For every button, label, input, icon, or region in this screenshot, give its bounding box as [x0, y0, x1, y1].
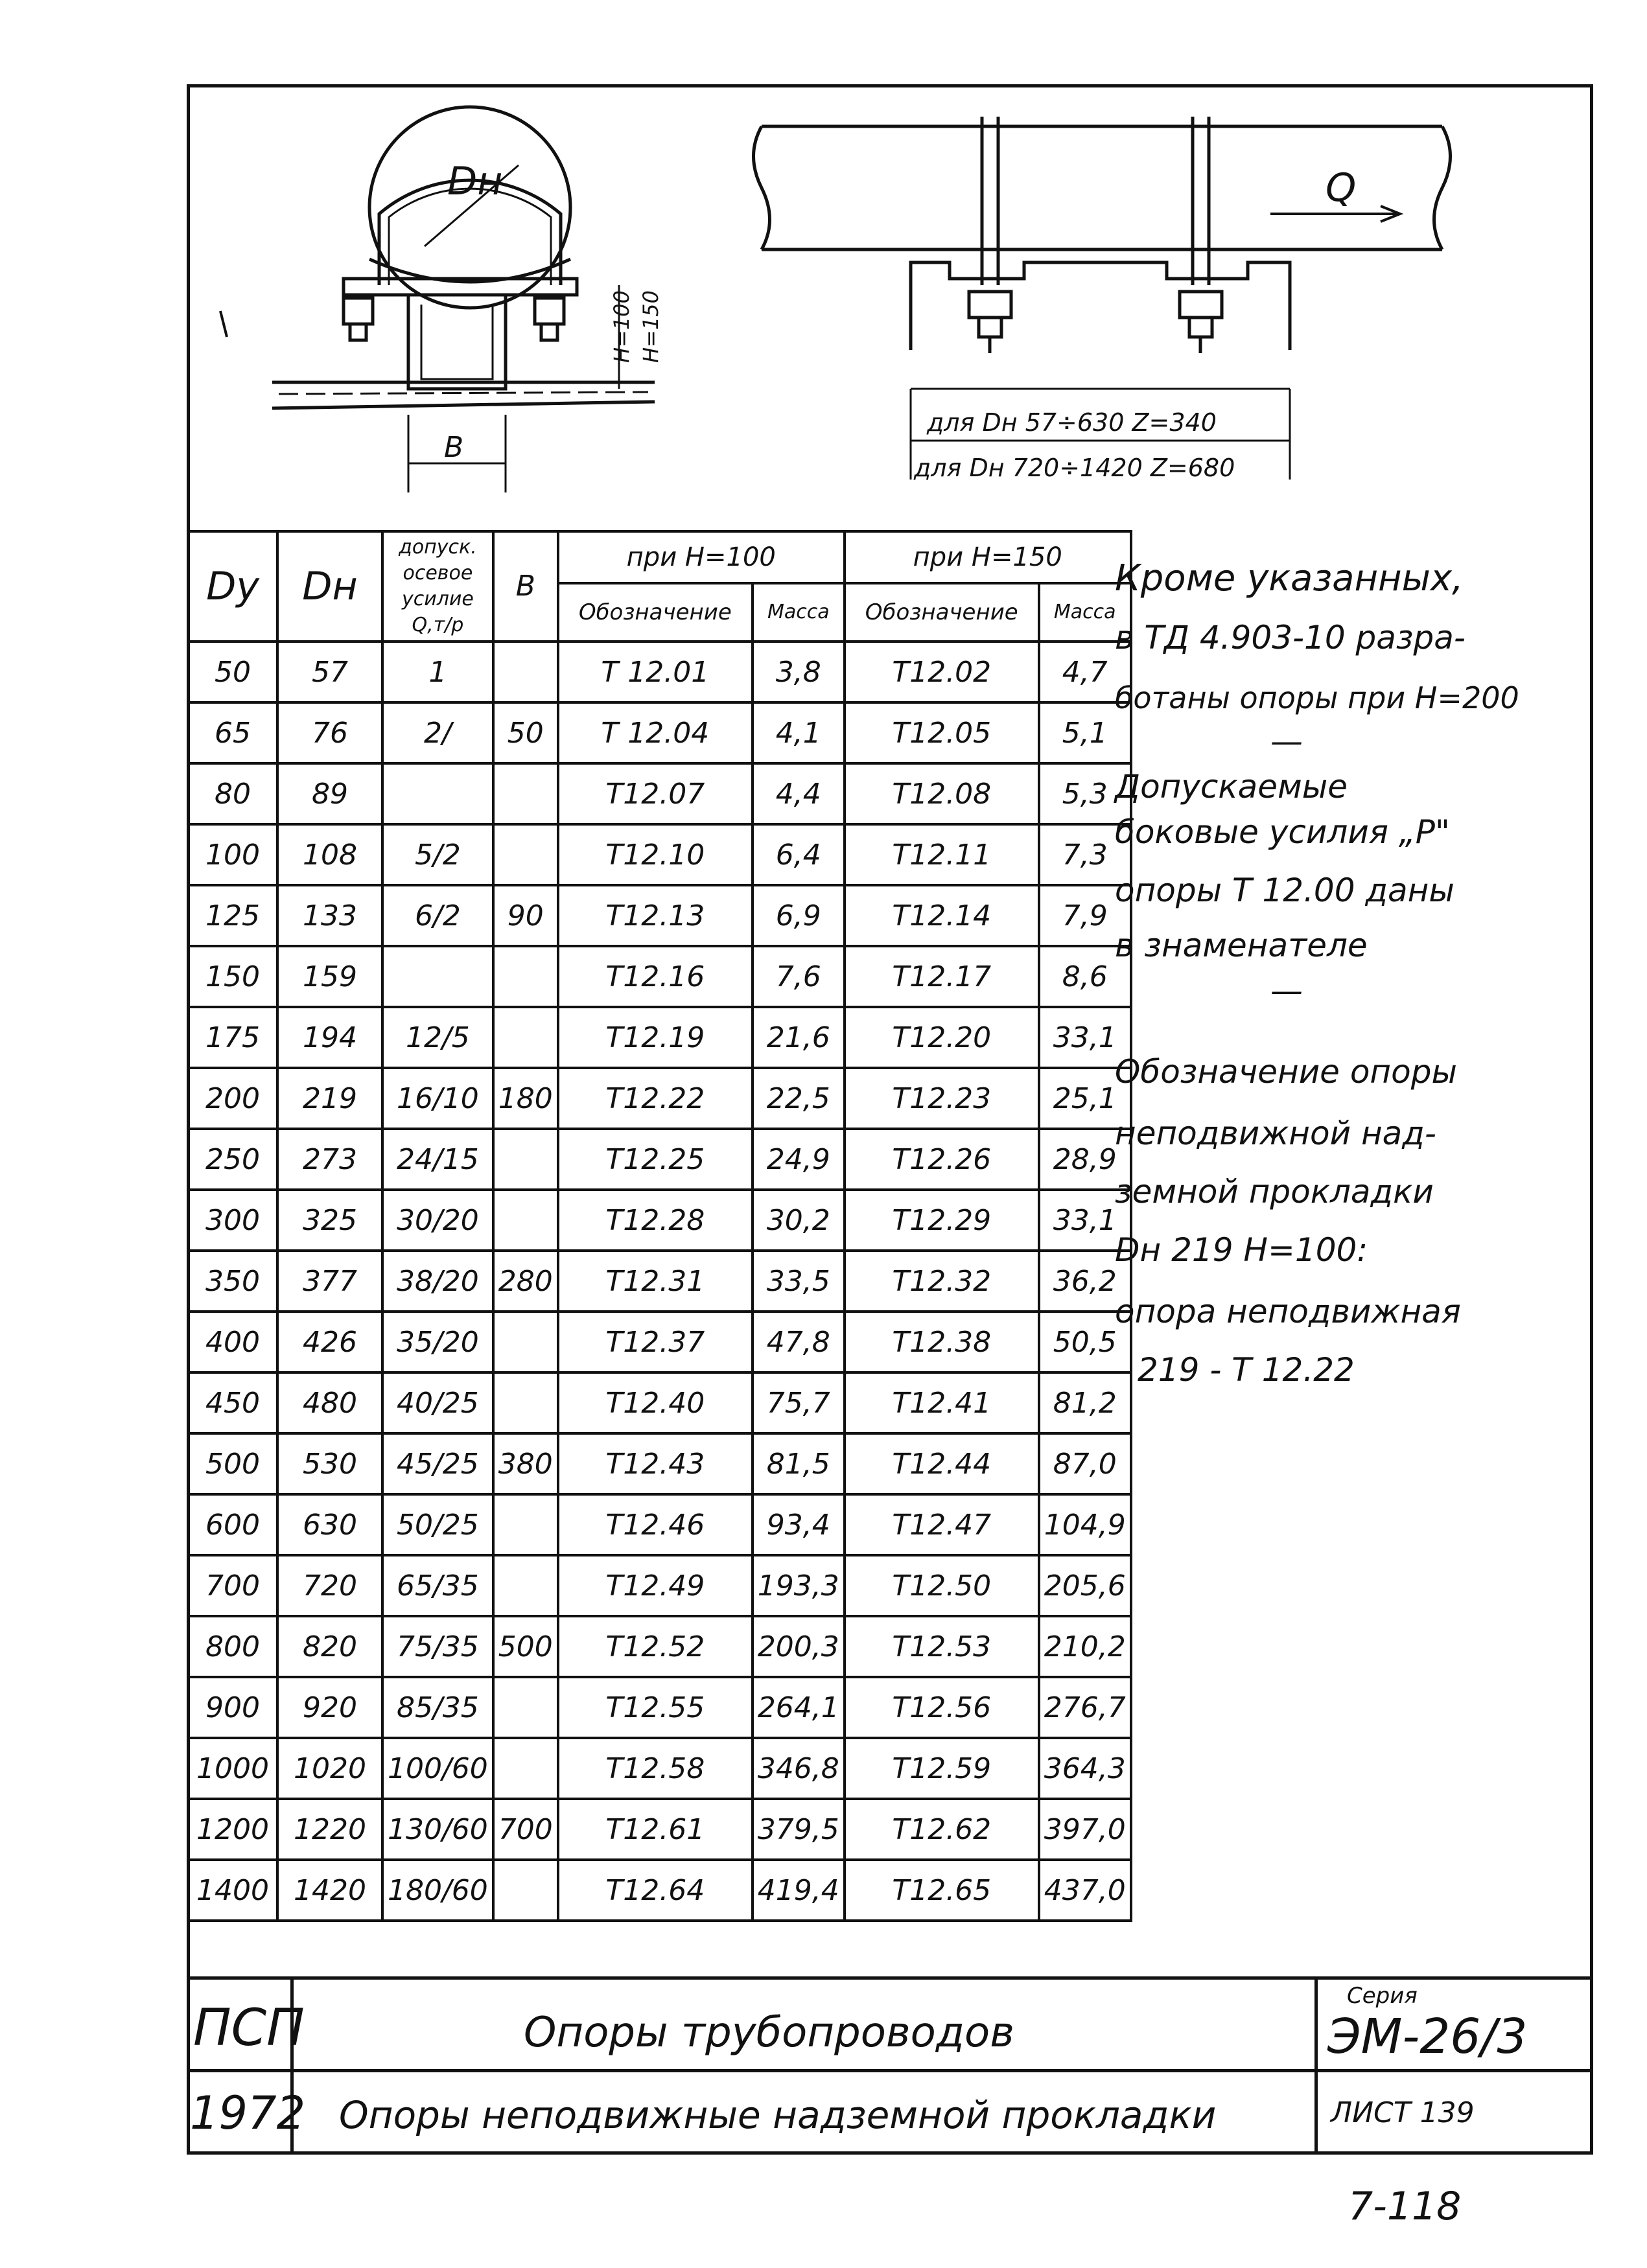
cell-d150: T12.20 — [845, 1007, 1039, 1068]
cell-dy: 500 — [188, 1433, 277, 1494]
cell-m100: 4,1 — [753, 702, 845, 763]
cell-d150: T12.29 — [845, 1190, 1039, 1251]
cell-d100: T12.55 — [558, 1677, 753, 1738]
cell-q — [382, 946, 493, 1007]
cell-q: 24/15 — [382, 1129, 493, 1190]
cell-q: 16/10 — [382, 1068, 493, 1129]
cell-d150: T12.11 — [845, 824, 1039, 885]
cell-d100: T12.19 — [558, 1007, 753, 1068]
cell-d150: T12.32 — [845, 1251, 1039, 1312]
cell-d100: T12.22 — [558, 1068, 753, 1129]
note-line-4: Допускаемые — [1115, 768, 1348, 805]
cell-dy: 300 — [188, 1190, 277, 1251]
table-row — [188, 1129, 1131, 1190]
cell-m100: 6,4 — [753, 824, 845, 885]
cell-dy: 175 — [188, 1007, 277, 1068]
cell-dy: 600 — [188, 1494, 277, 1555]
note-dash-2: — — [1270, 972, 1303, 1010]
table-row — [188, 1068, 1131, 1129]
cell-m150: 5,3 — [1039, 763, 1131, 824]
cell-dn: 377 — [277, 1251, 382, 1312]
cell-dy: 1400 — [188, 1860, 277, 1921]
cell-m100: 30,2 — [753, 1190, 845, 1251]
cell-d100: T12.43 — [558, 1433, 753, 1494]
cell-dy: 65 — [188, 702, 277, 763]
table-row — [188, 1860, 1131, 1921]
cell-dn: 1220 — [277, 1799, 382, 1860]
header-axial-force: допуск. осевое усилие Q,т/р — [382, 531, 493, 642]
cell-m150: 7,3 — [1039, 824, 1131, 885]
cell-m100: 346,8 — [753, 1738, 845, 1799]
cell-m100: 33,5 — [753, 1251, 845, 1312]
cell-m100: 264,1 — [753, 1677, 845, 1738]
cell-dy: 150 — [188, 946, 277, 1007]
cell-dn: 273 — [277, 1129, 382, 1190]
width-label: B — [444, 431, 464, 464]
cross-section-drawing — [220, 107, 655, 492]
cell-b — [493, 763, 558, 824]
cell-m150: 81,2 — [1039, 1372, 1131, 1433]
note-line-7: в знаменателе — [1115, 927, 1368, 964]
cell-dy: 80 — [188, 763, 277, 824]
cell-m100: 21,6 — [753, 1007, 845, 1068]
cell-dy: 800 — [188, 1616, 277, 1677]
cell-d150: T12.44 — [845, 1433, 1039, 1494]
cell-q: 30/20 — [382, 1190, 493, 1251]
cell-b — [493, 946, 558, 1007]
cell-b — [493, 1312, 558, 1372]
table-row — [188, 1372, 1131, 1433]
cell-q: 100/60 — [382, 1738, 493, 1799]
table-row — [188, 1007, 1131, 1068]
cell-dn: 194 — [277, 1007, 382, 1068]
cell-d150: T12.53 — [845, 1616, 1039, 1677]
cell-dn: 325 — [277, 1190, 382, 1251]
cell-dn: 89 — [277, 763, 382, 824]
cell-b: 90 — [493, 885, 558, 946]
cell-b: 280 — [493, 1251, 558, 1312]
cell-q: 180/60 — [382, 1860, 493, 1921]
cell-m150: 33,1 — [1039, 1007, 1131, 1068]
cell-m100: 419,4 — [753, 1860, 845, 1921]
cell-d100: T12.64 — [558, 1860, 753, 1921]
sheet-title: Опоры трубопроводов — [524, 2009, 1014, 2057]
cell-m150: 276,7 — [1039, 1677, 1131, 1738]
cell-m150: 5,1 — [1039, 702, 1131, 763]
table-row — [188, 1190, 1131, 1251]
table-row — [188, 1251, 1131, 1312]
cell-m100: 47,8 — [753, 1312, 845, 1372]
note-dash-1: — — [1270, 723, 1303, 760]
note-line-5: боковые усилия „P" — [1115, 813, 1450, 851]
cell-dn: 920 — [277, 1677, 382, 1738]
cell-dy: 350 — [188, 1251, 277, 1312]
cell-q: 65/35 — [382, 1555, 493, 1616]
cell-dy: 200 — [188, 1068, 277, 1129]
cell-d150: T12.62 — [845, 1799, 1039, 1860]
cell-d150: T12.41 — [845, 1372, 1039, 1433]
cell-q: 130/60 — [382, 1799, 493, 1860]
sheet-number: ЛИСТ 139 — [1331, 2096, 1475, 2129]
note-line-8: Обозначение опоры — [1115, 1053, 1457, 1091]
table-row — [188, 763, 1131, 824]
cell-d100: T12.07 — [558, 763, 753, 824]
cell-m150: 104,9 — [1039, 1494, 1131, 1555]
cell-q: 6/2 — [382, 885, 493, 946]
cell-d150: T12.59 — [845, 1738, 1039, 1799]
table-row — [188, 1799, 1131, 1860]
cell-dy: 250 — [188, 1129, 277, 1190]
cell-d100: T12.49 — [558, 1555, 753, 1616]
cell-dn: 720 — [277, 1555, 382, 1616]
cell-dy: 450 — [188, 1372, 277, 1433]
cell-b — [493, 1677, 558, 1738]
cell-b: 380 — [493, 1433, 558, 1494]
cell-q: 45/25 — [382, 1433, 493, 1494]
header-mass-100: Масса — [753, 583, 845, 642]
cell-m100: 75,7 — [753, 1372, 845, 1433]
cell-b — [493, 824, 558, 885]
header-dy: Dy — [188, 531, 277, 642]
cell-b — [493, 1129, 558, 1190]
cell-d100: T 12.01 — [558, 642, 753, 702]
table-row — [188, 1494, 1131, 1555]
cell-m100: 6,9 — [753, 885, 845, 946]
cell-b — [493, 1372, 558, 1433]
cell-d100: T12.13 — [558, 885, 753, 946]
cell-b — [493, 1555, 558, 1616]
cell-m150: 364,3 — [1039, 1738, 1131, 1799]
cell-dy: 1000 — [188, 1738, 277, 1799]
cell-dy: 400 — [188, 1312, 277, 1372]
series-code: ЭМ-26/3 — [1327, 2009, 1528, 2065]
cell-q: 75/35 — [382, 1616, 493, 1677]
cell-d150: T12.14 — [845, 885, 1039, 946]
length-note-1: для Dн 57÷630 Z=340 — [927, 408, 1217, 437]
cell-m150: 210,2 — [1039, 1616, 1131, 1677]
cell-b: 180 — [493, 1068, 558, 1129]
note-line-1: Кроме указанных, — [1115, 557, 1464, 599]
header-designation-150: Обозначение — [845, 583, 1039, 642]
cell-b — [493, 1738, 558, 1799]
spec-table — [187, 530, 1132, 1922]
cell-q: 35/20 — [382, 1312, 493, 1372]
cell-d150: T12.50 — [845, 1555, 1039, 1616]
cell-dy: 125 — [188, 885, 277, 946]
cell-d100: T12.52 — [558, 1616, 753, 1677]
cell-dy: 700 — [188, 1555, 277, 1616]
cell-d150: T12.02 — [845, 642, 1039, 702]
cell-q — [382, 763, 493, 824]
table-row — [188, 1312, 1131, 1372]
cell-d100: T12.25 — [558, 1129, 753, 1190]
cell-d100: T12.37 — [558, 1312, 753, 1372]
cell-dn: 426 — [277, 1312, 382, 1372]
cell-dn: 219 — [277, 1068, 382, 1129]
cell-dy: 50 — [188, 642, 277, 702]
org-label: ПСП — [193, 1999, 305, 2057]
cell-dn: 1020 — [277, 1738, 382, 1799]
cell-d150: T12.08 — [845, 763, 1039, 824]
cell-dn: 530 — [277, 1433, 382, 1494]
table-row — [188, 1738, 1131, 1799]
cell-m150: 25,1 — [1039, 1068, 1131, 1129]
table-row — [188, 885, 1131, 946]
cell-d100: T12.28 — [558, 1190, 753, 1251]
cell-dn: 630 — [277, 1494, 382, 1555]
cell-m150: 205,6 — [1039, 1555, 1131, 1616]
cell-m150: 87,0 — [1039, 1433, 1131, 1494]
cell-q: 1 — [382, 642, 493, 702]
page-number: 7-118 — [1348, 2184, 1462, 2229]
cell-m100: 24,9 — [753, 1129, 845, 1190]
cell-m150: 36,2 — [1039, 1251, 1131, 1312]
cell-q: 85/35 — [382, 1677, 493, 1738]
height-label-100: H=100 — [609, 290, 634, 363]
note-line-12: опора неподвижная — [1115, 1293, 1461, 1330]
length-note-2: для Dн 720÷1420 Z=680 — [914, 454, 1235, 482]
cell-m150: 7,9 — [1039, 885, 1131, 946]
table-row — [188, 946, 1131, 1007]
cell-m150: 33,1 — [1039, 1190, 1131, 1251]
cell-m100: 379,5 — [753, 1799, 845, 1860]
cell-d100: T12.40 — [558, 1372, 753, 1433]
cell-m100: 4,4 — [753, 763, 845, 824]
cell-b — [493, 642, 558, 702]
cell-q: 12/5 — [382, 1007, 493, 1068]
cell-m150: 8,6 — [1039, 946, 1131, 1007]
cell-d150: T12.17 — [845, 946, 1039, 1007]
cell-dn: 133 — [277, 885, 382, 946]
note-line-10: земной прокладки — [1115, 1173, 1434, 1210]
technical-drawings — [0, 0, 1647, 538]
sheet-subtitle: Опоры неподвижные надземной прокладки — [339, 2093, 1217, 2137]
cell-d100: T12.10 — [558, 824, 753, 885]
cell-m100: 81,5 — [753, 1433, 845, 1494]
cell-dn: 57 — [277, 642, 382, 702]
cell-b: 500 — [493, 1616, 558, 1677]
cell-m150: 28,9 — [1039, 1129, 1131, 1190]
note-line-11: Dн 219 H=100: — [1115, 1231, 1368, 1269]
force-label: Q — [1326, 165, 1357, 211]
cell-d150: T12.23 — [845, 1068, 1039, 1129]
cell-d150: T12.56 — [845, 1677, 1039, 1738]
cell-m150: 397,0 — [1039, 1799, 1131, 1860]
cell-m100: 3,8 — [753, 642, 845, 702]
cell-m150: 4,7 — [1039, 642, 1131, 702]
note-line-6: опоры T 12.00 даны — [1115, 872, 1454, 909]
cell-dn: 159 — [277, 946, 382, 1007]
cell-m100: 193,3 — [753, 1555, 845, 1616]
table-row — [188, 1433, 1131, 1494]
cell-d150: T12.05 — [845, 702, 1039, 763]
height-label-150: H=150 — [638, 290, 663, 363]
cell-b: 700 — [493, 1799, 558, 1860]
table-row — [188, 702, 1131, 763]
cell-q: 40/25 — [382, 1372, 493, 1433]
series-label: Серия — [1347, 1983, 1418, 2009]
title-block — [187, 1976, 1593, 2155]
header-dn: Dн — [277, 531, 382, 642]
cell-d150: T12.38 — [845, 1312, 1039, 1372]
cell-dn: 76 — [277, 702, 382, 763]
cell-dy: 100 — [188, 824, 277, 885]
table-row — [188, 1616, 1131, 1677]
cell-m100: 7,6 — [753, 946, 845, 1007]
cell-q: 38/20 — [382, 1251, 493, 1312]
cell-b — [493, 1190, 558, 1251]
header-b: B — [493, 531, 558, 642]
header-h150: при H=150 — [845, 531, 1131, 583]
note-line-13: 219 - T 12.22 — [1138, 1351, 1355, 1389]
year-label: 1972 — [190, 2087, 306, 2140]
header-mass-150: Масса — [1039, 583, 1131, 642]
cell-d150: T12.65 — [845, 1860, 1039, 1921]
cell-d100: T12.58 — [558, 1738, 753, 1799]
note-line-3: ботаны опоры при H=200 — [1115, 680, 1519, 715]
cell-m100: 200,3 — [753, 1616, 845, 1677]
header-h100: при H=100 — [558, 531, 845, 583]
cell-q: 50/25 — [382, 1494, 493, 1555]
cell-dn: 480 — [277, 1372, 382, 1433]
diameter-label: Dн — [447, 159, 503, 204]
cell-d150: T12.47 — [845, 1494, 1039, 1555]
cell-dy: 900 — [188, 1677, 277, 1738]
cell-b — [493, 1494, 558, 1555]
cell-dn: 1420 — [277, 1860, 382, 1921]
cell-m150: 437,0 — [1039, 1860, 1131, 1921]
table-row — [188, 1677, 1131, 1738]
cell-q: 2/ — [382, 702, 493, 763]
cell-dn: 108 — [277, 824, 382, 885]
table-row — [188, 1555, 1131, 1616]
note-line-9: неподвижной над- — [1115, 1115, 1436, 1152]
cell-dn: 820 — [277, 1616, 382, 1677]
cell-b: 50 — [493, 702, 558, 763]
cell-b — [493, 1007, 558, 1068]
note-line-2: в ТД 4.903-10 разра- — [1115, 619, 1466, 656]
cell-d100: T12.31 — [558, 1251, 753, 1312]
cell-d100: T12.16 — [558, 946, 753, 1007]
header-designation-100: Обозначение — [558, 583, 753, 642]
cell-b — [493, 1860, 558, 1921]
cell-d100: T12.46 — [558, 1494, 753, 1555]
cell-d150: T12.26 — [845, 1129, 1039, 1190]
cell-m150: 50,5 — [1039, 1312, 1131, 1372]
cell-m100: 22,5 — [753, 1068, 845, 1129]
cell-d100: T 12.04 — [558, 702, 753, 763]
cell-q: 5/2 — [382, 824, 493, 885]
cell-m100: 93,4 — [753, 1494, 845, 1555]
cell-d100: T12.61 — [558, 1799, 753, 1860]
table-row — [188, 824, 1131, 885]
cell-dy: 1200 — [188, 1799, 277, 1860]
table-row — [188, 642, 1131, 702]
